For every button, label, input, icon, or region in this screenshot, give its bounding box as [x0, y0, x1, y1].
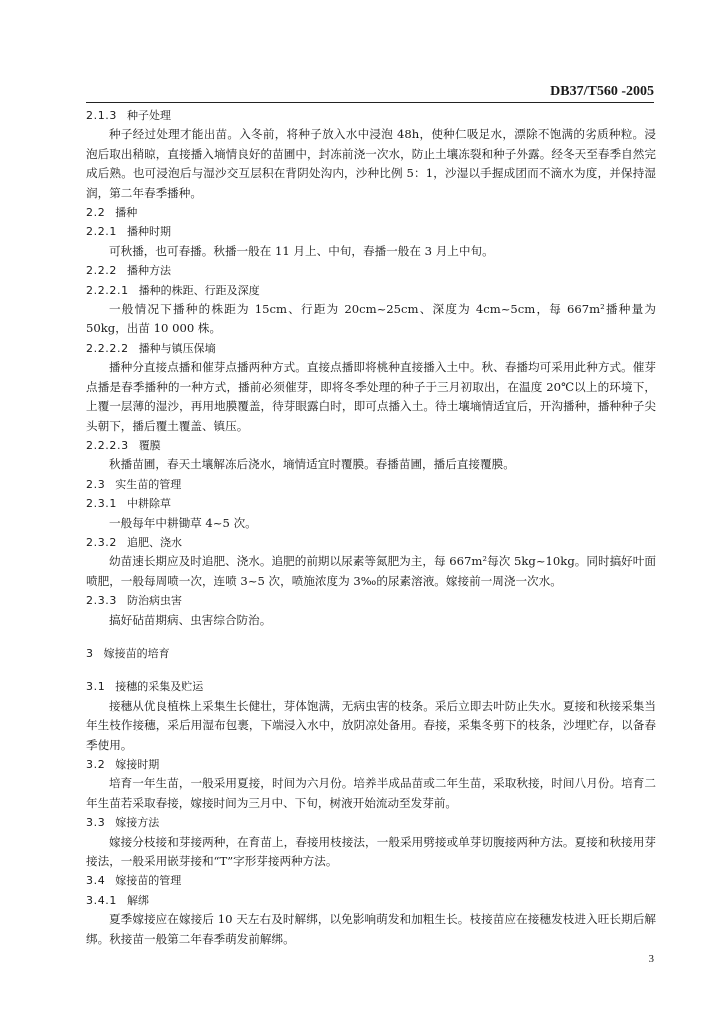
section-heading — [86, 475, 656, 494]
section-title: 追肥、浇水 — [127, 535, 182, 549]
paragraph: 接穗从优良植株上采集生长健壮，芽体饱满，无病虫害的枝条。采后立即去叶防止失水。夏接和秋接采集当年生枝作接穗，采后用湿布包裹，下端浸入水中，放阴凉处备用。春接，采集冬剪下的枝条，沙埋贮存，以备春季使用。 — [86, 698, 656, 752]
header-rule — [86, 102, 654, 103]
section-number: 2.3.2 — [86, 535, 117, 549]
section-title: 嫁接苗的培育 — [103, 646, 170, 660]
paragraph: 嫁接分枝接和芽接两种，在育苗上，春接用枝接法，一般采用劈接或单芽切腹接两种方法。夏接和秋接用芽接法，一般采用嵌芽接和“T”字形芽接两种方法。 — [86, 834, 656, 869]
section-title: 嫁接方法 — [115, 816, 160, 830]
document-body — [86, 106, 656, 949]
paragraph: 培育一年生苗，一般采用夏接，时间为六月份。培养半成品苗或二年生苗，采取秋接，时间八月份。培育二年生苗若采取春接，嫁接时间为三月中、下旬，树液开始流动至发芽前。 — [86, 776, 656, 810]
section-number: 2.2.2.3 — [86, 438, 129, 452]
section-heading — [86, 813, 656, 832]
section-number: 2.2.2.2 — [86, 341, 129, 355]
paragraph: 搞好砧苗期病、虫害综合防治。 — [109, 612, 272, 627]
paragraph: 一般每年中耕锄草 4~5 次。 — [109, 515, 257, 530]
section-heading — [86, 533, 656, 552]
section-title: 播种时期 — [127, 225, 171, 239]
section-number: 2.2.1 — [86, 225, 117, 239]
section-title: 嫁接苗的管理 — [115, 874, 182, 888]
paragraph: 秋播苗圃，春天土壤解冻后浇水，墒情适宜时覆膜。春播苗圃，播后直接覆膜。 — [109, 457, 515, 472]
section-title: 接穗的采集及贮运 — [115, 680, 204, 694]
section-heading — [86, 436, 656, 455]
paragraph: 播种分直接点播和催芽点播两种方式。直接点播即将桃种直接播入土中。秋、春播均可采用此种方式。催芽点播是春季播种的一种方式，播前必须催芽，即将冬季处理的种子于三月初取出，在温度 20℃以上的环境下，上覆一层薄的湿沙，再用地膜覆盖，待芽眼露白时，即可点播入土。待土壤墒情适宜后，开沟播种，播种种子尖头朝下，播后覆土覆盖、镇压。 — [86, 360, 656, 433]
section-title: 播种与镇压保墒 — [138, 341, 216, 355]
section-number: 2.2.2.1 — [86, 283, 129, 297]
section-number: 2.3.1 — [86, 497, 117, 511]
section-title: 防治病虫害 — [127, 594, 182, 608]
section-heading — [86, 106, 656, 125]
section-title: 播种的株距、行距及深度 — [138, 283, 260, 297]
section-number: 3.2 — [86, 758, 106, 771]
section-title: 覆膜 — [138, 438, 161, 452]
section-title: 播种 — [115, 206, 138, 220]
section-title: 播种方法 — [127, 264, 171, 278]
paragraph: 夏季嫁接应在嫁接后 10 天左右及时解绑，以免影响萌发和加粗生长。枝接苗应在接穗发枝进入旺长期后解绑。秋接苗一般第二年春季萌发前解绑。 — [86, 912, 656, 946]
paragraph: 可秋播，也可春播。秋播一般在 11 月上、中旬，春播一般在 3 月上中旬。 — [109, 243, 494, 258]
section-number: 3.1 — [86, 680, 106, 694]
section-title: 种子处理 — [127, 109, 171, 122]
section-heading — [86, 677, 656, 696]
section-title: 解绑 — [127, 893, 149, 907]
paragraph: 种子经过处理才能出苗。入冬前，将种子放入水中浸泡 48h，使种仁吸足水，漂除不饱满的劣质种粒。浸泡后取出稍晾，直接播入墒情良好的苗圃中，封冻前浇一次水，防止土壤冻裂和种子外露。经冬天至春季自然完成后熟。也可浸泡后与湿沙交互层积在背阴处沟内，沙种比例 5：1，沙湿以手握成团而不滴水为度，并保持湿润，第二年春季播种。 — [86, 127, 656, 200]
section-heading — [86, 339, 656, 358]
section-heading — [86, 871, 656, 890]
section-heading — [86, 755, 656, 774]
section-heading — [86, 591, 656, 610]
section-number: 3.4 — [86, 874, 106, 888]
section-heading — [86, 281, 656, 300]
section-number: 2.2 — [86, 206, 106, 220]
section-number: 2.3.3 — [86, 594, 117, 608]
section-number: 3.4.1 — [86, 893, 117, 907]
section-heading — [86, 203, 656, 222]
section-number: 3 — [86, 646, 94, 660]
paragraph: 一般情况下播种的株距为 15cm、行距为 20cm~25cm、深度为 4cm~5cm，每 667m²播种量为 50kg，出苗 10 000 株。 — [86, 302, 656, 336]
section-heading — [86, 494, 656, 513]
section-heading — [86, 644, 656, 663]
section-title: 嫁接时期 — [115, 758, 160, 771]
section-title: 中耕除草 — [127, 497, 171, 511]
standard-code: DB37/T560 -2005 — [550, 84, 654, 99]
section-heading — [86, 891, 656, 910]
paragraph: 幼苗速长期应及时追肥、浇水。追肥的前期以尿素等氮肥为主，每 667m²每次 5kg~10kg。同时搞好叶面喷肥，一般每周喷一次，连喷 3~5 次，喷施浓度为 3‰的尿素溶液。嫁接前一周浇一次水。 — [86, 554, 656, 588]
page-number: 3 — [648, 953, 654, 965]
section-number: 2.3 — [86, 477, 106, 491]
section-heading — [86, 222, 656, 241]
section-number: 3.3 — [86, 816, 106, 830]
section-number: 2.1.3 — [86, 109, 117, 122]
section-heading — [86, 261, 656, 280]
section-title: 实生苗的管理 — [115, 477, 182, 491]
section-number: 2.2.2 — [86, 264, 117, 278]
